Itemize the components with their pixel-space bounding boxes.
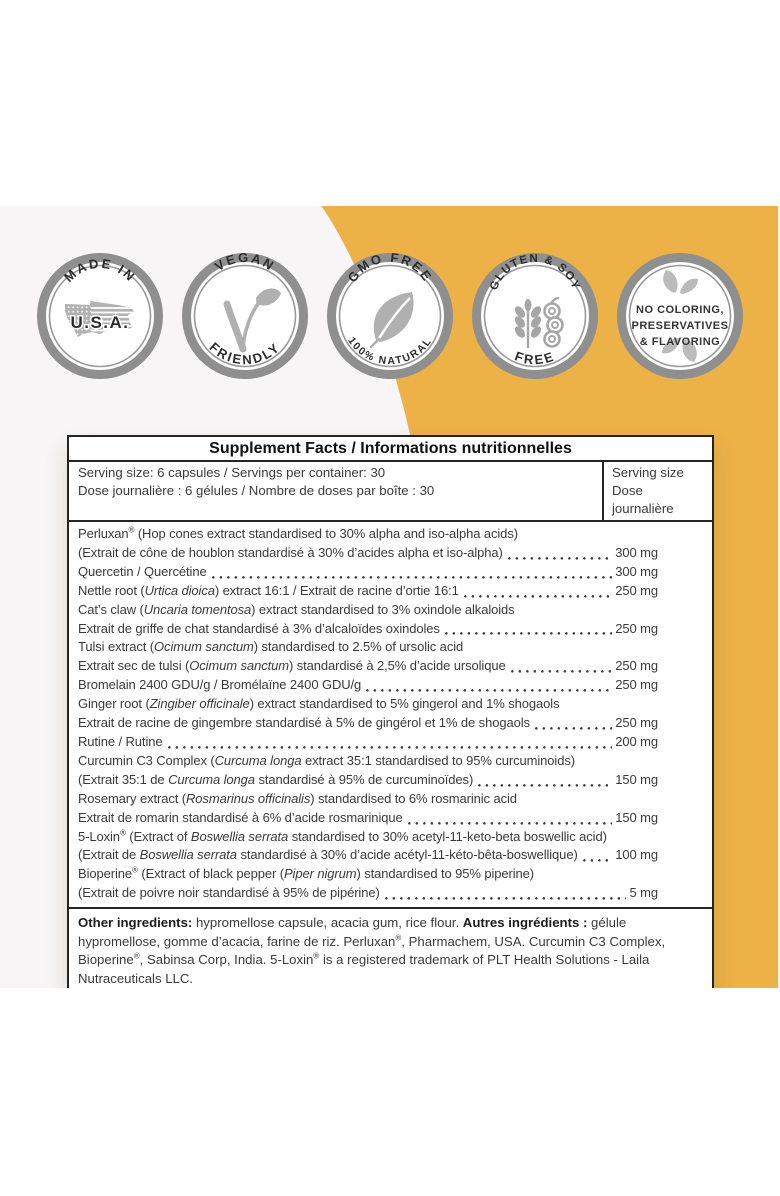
- ingredient-name: Rosemary extract (Rosmarinus officinalis) standardised to 6% rosmarinic acid: [78, 790, 517, 806]
- ingredient-amount: 250 mg: [615, 715, 658, 731]
- badge-top-text: MADE IN: [60, 255, 140, 286]
- badge-top-text: GMO FREE: [344, 252, 436, 285]
- ingredient-name: Perluxan® (Hop cones extract standardised to 30% alpha and iso-alpha acids): [78, 525, 518, 541]
- badge-text-line: NO COLORING,: [636, 304, 724, 316]
- dot-leader: [464, 595, 613, 598]
- ingredient-name: Extrait de romarin standardisé à 6% d’acide rosmarinique: [78, 809, 403, 825]
- dot-leader: [366, 689, 612, 692]
- ingredient-row: [78, 714, 658, 733]
- other-ingredients-label: Other ingredients:: [78, 915, 193, 931]
- badge-text-line: PRESERVATIVES: [631, 320, 729, 332]
- badge-bottom-text: 100% NATURAL: [345, 334, 435, 368]
- dot-leader: [385, 897, 627, 900]
- ingredient-row: [78, 846, 658, 865]
- facts-title: Supplement Facts / Informations nutritionnelles: [69, 437, 712, 462]
- ingredient-row: [78, 620, 658, 639]
- badges-row: [0, 252, 780, 380]
- ingredient-name: Tulsi extract (Ocimum sanctum) standardised to 2.5% of ursolic acid: [78, 639, 464, 655]
- ingredient-name: Quercetin / Quercétine: [78, 563, 207, 579]
- badge-vegan-friendly: [181, 252, 309, 380]
- other-ingredients-value: hypromellose capsule, acacia gum, rice flour.: [192, 915, 463, 931]
- ingredient-amount: 150 mg: [615, 809, 658, 825]
- ingredient-amount: 100 mg: [615, 847, 658, 863]
- ingredient-row: [78, 657, 658, 676]
- ingredient-name: Cat’s claw (Uncaria tomentosa) extract standardised to 3% oxindole alkaloids: [78, 601, 515, 617]
- ingredient-name: (Extrait de poivre noir standardisé à 95% de pipérine): [78, 885, 380, 901]
- dot-leader: [511, 670, 613, 673]
- dot-leader: [508, 557, 612, 560]
- ingredient-row: [78, 544, 658, 563]
- ingredient-amount: 200 mg: [615, 733, 658, 749]
- ingredient-name: 5-Loxin® (Extract of Boswellia serrata standardised to 30% acetyl-11-keto-beta boswellic acid): [78, 828, 607, 844]
- badge-bottom-text: FREE: [512, 348, 558, 368]
- dot-leader: [445, 632, 612, 635]
- ingredient-amount: 300 mg: [615, 563, 658, 579]
- badge-made-in-usa: [36, 252, 164, 380]
- serving-column-header: [602, 462, 712, 520]
- supplement-facts-card: [67, 435, 714, 988]
- ingredient-row: [78, 563, 658, 582]
- ingredient-row: [78, 884, 658, 903]
- ingredient-row: [78, 752, 658, 771]
- badge-top-text: GLUTEN & SOY: [487, 252, 583, 293]
- ingredient-row: [78, 695, 658, 714]
- badge-ring: [622, 258, 739, 375]
- ingredient-row: [78, 525, 658, 544]
- other-ingredients-value: gélule hypromellose, gomme d’acacia, farine de riz. Perluxan®, Pharmachem, USA. Curcumin C3 Complex, Bioperine®, Sabinsa Corp, India. 5-Loxin® is a registered trademark of PLT Health Solutions - Laila Nutraceuticals LLC.: [78, 915, 666, 986]
- ingredient-amount: 250 mg: [615, 677, 658, 693]
- badge-bottom-text: FRIENDLY: [206, 339, 284, 368]
- serving-col-en: Serving size: [612, 465, 684, 480]
- dot-leader: [212, 576, 613, 579]
- badge-gmo-free: [326, 252, 454, 380]
- ingredient-amount: 250 mg: [615, 620, 658, 636]
- ingredient-amount: 300 mg: [615, 544, 658, 560]
- ingredient-name: Curcumin C3 Complex (Curcuma longa extract 35:1 standardised to 95% curcuminoids): [78, 752, 575, 768]
- serving-line-en: Serving size: 6 capsules / Servings per container: 30: [78, 465, 386, 480]
- ingredient-amount: 150 mg: [615, 771, 658, 787]
- ingredient-name: Bioperine® (Extract of black pepper (Piper nigrum) standardised to 95% piperine): [78, 865, 535, 882]
- serving-info: [69, 462, 602, 520]
- ingredient-name: Rutine / Rutine: [78, 733, 163, 749]
- dot-leader: [168, 746, 613, 749]
- ingredient-row: [78, 828, 658, 847]
- ingredient-row: [78, 601, 658, 620]
- ingredients-list: [69, 522, 712, 907]
- ingredient-row: [78, 865, 658, 884]
- ingredient-row: [78, 790, 658, 809]
- ingredient-row: [78, 638, 658, 657]
- badge-center-text: U.S.A.: [70, 313, 130, 332]
- ingredient-row: [78, 676, 658, 695]
- badge-gluten-soy-free: [471, 252, 599, 380]
- dot-leader: [535, 727, 612, 730]
- ingredient-name: Ginger root (Zingiber officinale) extract standardised to 5% gingerol and 1% shogaols: [78, 696, 560, 712]
- serving-col-fr: Dose journalière: [612, 483, 674, 516]
- ingredient-amount: 250 mg: [615, 658, 658, 674]
- badge-top-text: VEGAN: [211, 252, 279, 275]
- ingredient-row: [78, 771, 658, 790]
- badge-no-additives: [616, 252, 744, 380]
- ingredient-name: (Extrait 35:1 de Curcuma longa standardisé à 95% de curcuminoïdes): [78, 771, 474, 787]
- dot-leader: [408, 822, 613, 825]
- label-band: [0, 206, 780, 988]
- ingredient-name: (Extrait de cône de houblon standardisé à 30% d’acides alpha et iso-alpha): [78, 544, 503, 560]
- serving-line-fr: Dose journalière : 6 gélules / Nombre de doses par boîte : 30: [78, 483, 435, 498]
- ingredient-amount: 250 mg: [615, 582, 658, 598]
- badge-text-line: & FLAVORING: [639, 336, 721, 348]
- ingredient-name: Extrait de racine de gingembre standardisé à 5% de gingérol et 1% de shogaols: [78, 715, 530, 731]
- serving-row: [69, 462, 712, 522]
- dot-leader: [583, 859, 613, 862]
- ingredient-row: [78, 733, 658, 752]
- ingredient-name: Bromelain 2400 GDU/g / Bromélaïne 2400 GDU/g: [78, 677, 362, 693]
- ingredient-name: Extrait de griffe de chat standardisé à 3% d’alcaloïdes oxindoles: [78, 620, 440, 636]
- ingredient-row: [78, 582, 658, 601]
- ingredient-name: Nettle root (Urtica dioica) extract 16:1 / Extrait de racine d’ortie 16:1: [78, 582, 459, 598]
- ingredient-name: Extrait sec de tulsi (Ocimum sanctum) standardisé à 2,5% d’acide ursolique: [78, 658, 506, 674]
- ingredient-row: [78, 809, 658, 828]
- ingredient-amount: 5 mg: [629, 885, 658, 901]
- ingredient-name: (Extrait de Boswellia serrata standardisé à 30% d’acide acétyl-11-kéto-bêta-boswellique): [78, 847, 578, 863]
- dot-leader: [478, 784, 612, 787]
- other-ingredients-text: [69, 907, 712, 988]
- other-ingredients-label: Autres ingrédients :: [462, 915, 588, 931]
